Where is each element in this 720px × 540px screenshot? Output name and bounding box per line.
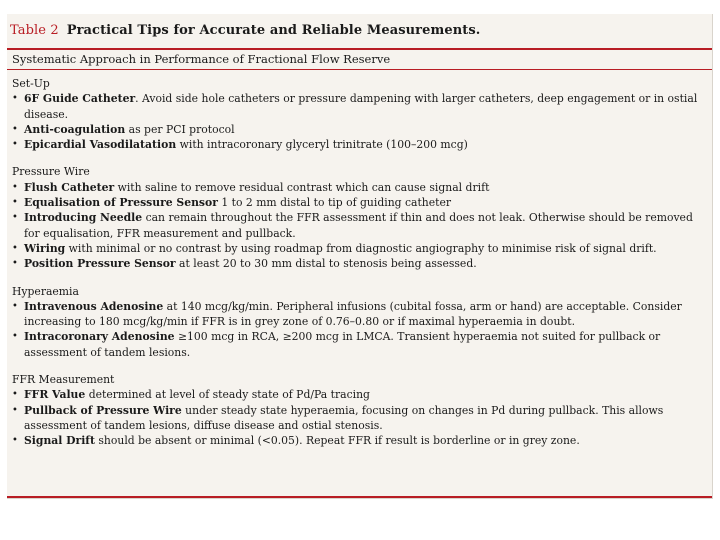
item-text: ≥100 mcg in RCA, ≥200 mcg in LMCA. Transient hyperaemia not suited for pullback or assessment of tandem lesions.: [24, 330, 661, 359]
bullet-icon: •: [12, 389, 18, 401]
list-item: [12, 122, 706, 137]
item-text: at 140 mcg/kg/min. Peripheral infusions (cubital fossa, arm or hand) are acceptable. Consider increasing to 180 mcg/kg/min if FFR is in grey zone of 0.76–0.80 or if maximal hyperaemia in doubt.: [24, 299, 682, 329]
item-lead: Flush Catheter: [24, 180, 115, 194]
list-item: [12, 256, 706, 271]
item-text: should be absent or minimal (<0.05). Repeat FFR if result is borderline or in grey zone.: [94, 434, 580, 448]
section-heading: Pressure Wire: [12, 165, 90, 179]
bullet-icon: •: [12, 93, 18, 105]
item-text: as per PCI protocol: [125, 122, 235, 136]
top-rule: [7, 48, 712, 50]
bullet-icon: •: [12, 123, 18, 135]
item-text: can remain throughout the FFR assessment if thin and does not leak. Otherwise should be removed for equalisation, FFR measurement and pullback.: [24, 211, 693, 240]
item-lead: 6F Guide Catheter: [24, 92, 136, 106]
section-heading: Hyperaemia: [12, 284, 79, 298]
item-lead: Wiring: [24, 241, 66, 255]
bullet-icon: •: [12, 331, 18, 343]
list-item: [12, 91, 706, 122]
item-lead: Intravenous Adenosine: [24, 299, 164, 313]
table-subtitle: Systematic Approach in Performance of Fractional Flow Reserve: [12, 52, 391, 66]
item-text: with intracoronary glyceryl trinitrate (100–200 mcg): [176, 138, 468, 152]
section-heading: Set-Up: [12, 77, 50, 90]
table-caption: [10, 23, 480, 38]
item-lead: Position Pressure Sensor: [24, 257, 176, 271]
bullet-icon: •: [12, 242, 18, 254]
bullet-icon: •: [12, 258, 18, 270]
item-lead: Anti-coagulation: [24, 122, 126, 136]
list-item: [12, 387, 706, 402]
item-lead: Equalisation of Pressure Sensor: [24, 196, 218, 210]
item-lead: Pullback of Pressure Wire: [24, 403, 182, 417]
bullet-icon: •: [12, 181, 18, 193]
item-lead: Signal Drift: [24, 434, 95, 448]
list-item: [12, 403, 706, 434]
table-label: Table 2: [10, 23, 59, 38]
bullet-icon: •: [12, 212, 18, 224]
table-body: [12, 76, 706, 461]
list-item: [12, 329, 706, 360]
list-item: [12, 195, 706, 210]
item-text: with saline to remove residual contrast which can cause signal drift: [114, 180, 490, 194]
list-item: [12, 433, 706, 448]
bullet-icon: •: [12, 197, 18, 209]
bullet-icon: •: [12, 435, 18, 447]
item-lead: Epicardial Vasodilatation: [24, 138, 177, 152]
list-item: [12, 210, 706, 241]
table-card: [7, 14, 713, 499]
item-lead: FFR Value: [24, 388, 86, 402]
section-heading: FFR Measurement: [12, 373, 115, 387]
item-lead: Intracoronary Adenosine: [24, 330, 175, 344]
header-rule: [7, 69, 712, 70]
list-item: [12, 180, 706, 195]
item-text: at least 20 to 30 mm distal to stenosis being assessed.: [175, 257, 477, 271]
bottom-rule: [7, 496, 712, 498]
bullet-icon: •: [12, 404, 18, 416]
list-item: [12, 241, 706, 256]
section-hyperaemia: [12, 284, 706, 360]
table-title: Practical Tips for Accurate and Reliable Measurements.: [66, 23, 481, 38]
section-set-up: [12, 76, 706, 152]
section-pressure-wire: [12, 164, 706, 271]
list-item: [12, 299, 706, 330]
list-item: [12, 137, 706, 152]
item-text: determined at level of steady state of Pd/Pa tracing: [85, 388, 370, 402]
item-text: with minimal or no contrast by using roadmap from diagnostic angiography to minimise risk of signal drift.: [65, 241, 657, 255]
item-text: under steady state hyperaemia, focusing on changes in Pd during pullback. This allows assessment of tandem lesions, diffuse disease and ostial stenosis.: [24, 403, 664, 432]
bullet-icon: •: [12, 139, 18, 151]
item-lead: Introducing Needle: [24, 211, 143, 225]
item-text: 1 to 2 mm distal to tip of guiding catheter: [217, 196, 452, 210]
section-ffr-measurement: [12, 372, 706, 448]
bullet-icon: •: [12, 300, 18, 312]
item-text: . Avoid side hole catheters or pressure dampening with larger catheters, deep engagement or in ostial disease.: [24, 92, 698, 121]
